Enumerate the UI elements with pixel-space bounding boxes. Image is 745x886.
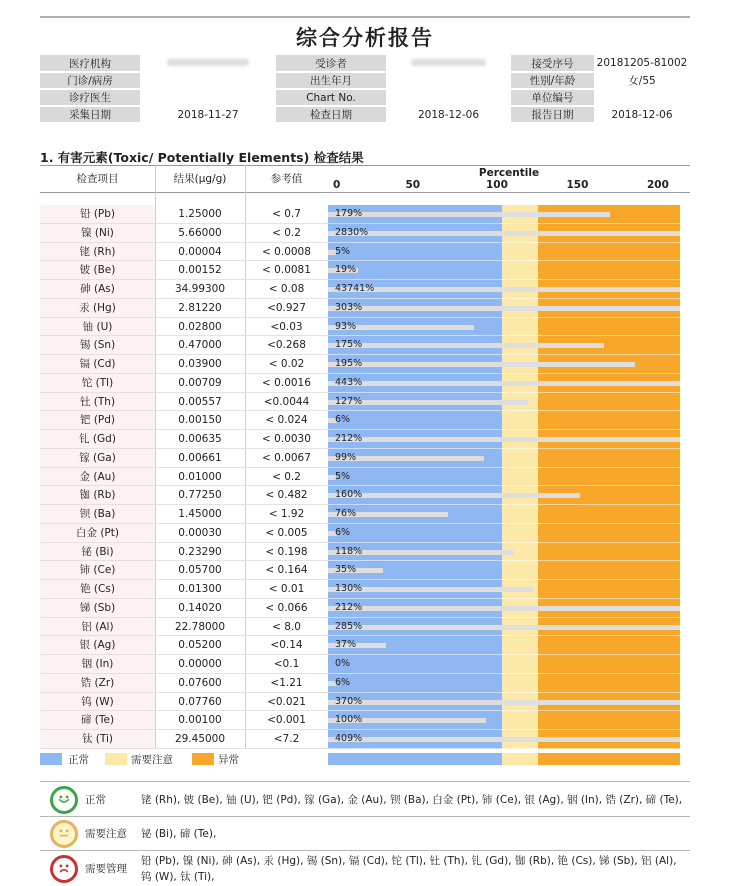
percentile-bar [328,493,580,498]
table-row [40,505,690,524]
element-result: 0.00000 [155,655,245,674]
element-reference: < 0.005 [245,524,328,543]
element-reference: < 0.02 [245,355,328,374]
percentile-bar [328,437,680,442]
element-reference: <1.21 [245,674,328,693]
legend-label: 正常 [68,754,89,766]
legend-swatch [105,753,127,765]
element-name: 金 (Au) [40,468,155,487]
table-row [40,599,690,618]
element-result: 0.07760 [155,693,245,712]
element-reference: <0.1 [245,655,328,674]
percentile-bar-track [328,693,680,712]
element-result: 0.47000 [155,336,245,355]
element-name: 铯 (Cs) [40,580,155,599]
element-result: 0.00152 [155,261,245,280]
info-label: 报告日期 [511,106,594,123]
percentile-bar-track [328,618,680,637]
element-reference: < 0.08 [245,280,328,299]
element-result: 0.00709 [155,374,245,393]
percentile-bar-track [328,711,680,730]
info-value [594,89,690,106]
element-result: 0.77250 [155,486,245,505]
table-row [40,486,690,505]
info-row [40,89,690,106]
info-value: 女/55 [594,72,690,89]
info-label: 门诊/病房 [40,72,140,89]
percentile-label: 35% [335,564,357,576]
redacted-mark [411,59,486,66]
percentile-bar [328,362,635,367]
element-result: 0.00100 [155,711,245,730]
percentile-label: 37% [335,639,357,651]
info-row [40,55,690,72]
info-label: 接受序号 [511,55,594,72]
element-result: 0.03900 [155,355,245,374]
patient-info-table [40,55,690,124]
percentile-label: 160% [335,489,363,501]
element-name: 铅 (Pb) [40,205,155,224]
element-reference: <0.927 [245,299,328,318]
info-label: 诊疗医生 [40,89,140,106]
percentile-bar-track [328,674,680,693]
header-result: 结果(μg/g) [173,173,227,185]
percentile-label: 212% [335,601,363,613]
info-label: Chart No. [276,89,386,106]
info-label: 受诊者 [276,55,386,72]
element-reference: < 1.92 [245,505,328,524]
info-value: 2018-11-27 [140,106,276,123]
legend-label: 异常 [218,754,239,766]
percentile-bar-track [328,599,680,618]
percentile-label: 195% [335,358,363,369]
table-row [40,318,690,337]
element-result: 0.00661 [155,449,245,468]
element-reference: <0.03 [245,318,328,337]
summary-status-label: 需要管理 [85,863,127,875]
header-reference: 参考值 [270,173,303,185]
element-name: 镉 (Cd) [40,355,155,374]
element-reference: <0.14 [245,636,328,655]
percentile-bar-track [328,280,680,299]
element-reference: < 0.066 [245,599,328,618]
percentile-bar [328,625,680,630]
element-result: 0.14020 [155,599,245,618]
percentile-bar-track [328,543,680,562]
element-reference: <7.2 [245,730,328,749]
element-result: 0.00150 [155,411,245,430]
element-result: 0.00557 [155,393,245,412]
percentile-bar-track [328,411,680,430]
summary-row [40,850,690,886]
percentile-bar-track [328,393,680,412]
percentile-tick-label: 100 [486,179,508,191]
element-name: 铷 (Rb) [40,486,155,505]
percentile-bar-track [328,449,680,468]
info-label: 医疗机构 [40,55,140,72]
sad-face-icon [50,855,78,883]
percentile-label: 43741% [335,283,375,294]
element-result: 0.00030 [155,524,245,543]
percentile-bar [328,737,680,742]
percentile-tick-label: 50 [405,179,421,191]
element-result: 2.81220 [155,299,245,318]
legend-swatch [192,753,214,765]
percentile-bar [328,287,680,292]
element-name: 锆 (Zr) [40,674,155,693]
table-row [40,468,690,487]
percentile-label: 99% [335,451,357,463]
element-reference: < 0.164 [245,561,328,580]
element-result: 0.00004 [155,243,245,262]
element-name: 碲 (Te) [40,711,155,730]
percentile-bar-track [328,561,680,580]
percentile-bar-track [328,505,680,524]
info-value [140,89,276,106]
percentile-bar [328,231,680,236]
element-reference: < 0.0008 [245,243,328,262]
summary-row [40,781,690,816]
percentile-label: 175% [335,339,363,351]
element-name: 钆 (Gd) [40,430,155,449]
element-name: 铀 (U) [40,318,155,337]
percentile-label: 443% [335,376,363,388]
percentile-bar-track [328,486,680,505]
element-name: 汞 (Hg) [40,299,155,318]
percentile-tick-label: 200 [647,179,669,191]
table-row [40,561,690,580]
percentile-bar-track [328,655,680,674]
percentile-label: 6% [335,526,351,538]
info-value [386,72,511,89]
element-result: 1.25000 [155,205,245,224]
element-reference: < 0.01 [245,580,328,599]
element-reference: < 8.0 [245,618,328,637]
element-result: 0.01300 [155,580,245,599]
percentile-bar [328,700,680,705]
element-reference: < 0.482 [245,486,328,505]
table-row [40,336,690,355]
info-value: 2018-12-06 [594,106,690,123]
percentile-bar-track [328,243,680,262]
percentile-label: 100% [335,714,363,726]
element-result: 34.99300 [155,280,245,299]
percentile-label: 2830% [335,226,369,238]
legend-zone-bar [328,753,680,765]
summary-items: 铑 (Rh), 铍 (Be), 铀 (U), 钯 (Pd), 镓 (Ga), 金 (Au), 钡 (Ba), 白金 (Pt), 铈 (Ce), 银 (Ag), 铟 (In), 锆 (Zr), 碲 (Te), [141,793,683,806]
report-title: 综合分析报告 [40,16,690,50]
percentile-label: 212% [335,433,363,444]
percentile-bar [328,381,680,386]
element-result: 0.05200 [155,636,245,655]
percentile-bar-track [328,224,680,243]
percentile-label: 130% [335,583,363,594]
redacted-mark [167,59,249,66]
element-name: 铍 (Be) [40,261,155,280]
element-reference: <0.0044 [245,393,328,412]
table-row [40,430,690,449]
percentile-label: 409% [335,733,363,744]
table-row [40,730,690,749]
element-result: 0.05700 [155,561,245,580]
percentile-bar-track [328,524,680,543]
happy-face-icon [50,786,78,814]
legend-label: 需要注意 [131,754,173,766]
percentile-bar [328,606,680,611]
element-result: 1.45000 [155,505,245,524]
table-row [40,711,690,730]
percentile-bar-track [328,730,680,749]
legend [40,750,690,768]
element-name: 钛 (Ti) [40,730,155,749]
element-name: 砷 (As) [40,280,155,299]
element-reference: < 0.2 [245,224,328,243]
percentile-tick-label: 150 [566,179,589,191]
percentile-bar [328,306,680,311]
percentile-bar-track [328,355,680,374]
element-reference: < 0.0067 [245,449,328,468]
info-value: 2018-12-06 [386,106,511,123]
percentile-label: 179% [335,208,363,219]
element-reference: < 0.0081 [245,261,328,280]
info-value [386,55,511,72]
percentile-label: 5% [335,245,351,257]
summary-items: 铅 (Pb), 镍 (Ni), 砷 (As), 汞 (Hg), 锡 (Sn), 镉 (Cd), 铊 (Tl), 钍 (Th), 钆 (Gd), 铷 (Rb), 铯 (Cs), 锑 (Sb), 铝 (Al), 钨 (W), 钛 (Ti), [141,855,677,883]
header-item: 检查项目 [76,173,119,185]
percentile-bar-track [328,261,680,280]
percentile-label: 93% [335,320,357,332]
percentile-label: 118% [335,545,363,557]
element-reference: <0.021 [245,693,328,712]
element-result: 0.07600 [155,674,245,693]
table-row [40,411,690,430]
table-row [40,693,690,712]
element-reference: <0.268 [245,336,328,355]
summary-status-label: 正常 [85,793,106,806]
percentile-bar-track [328,318,680,337]
percentile-label: 6% [335,676,351,688]
summary-status-label: 需要注意 [85,828,127,840]
table-row [40,580,690,599]
element-result: 22.78000 [155,618,245,637]
percentile-label: 0% [335,658,351,669]
percentile-bar [328,212,610,217]
element-name: 白金 (Pt) [40,524,155,543]
results-rows [40,205,690,749]
element-result: 29.45000 [155,730,245,749]
percentile-bar-track [328,374,680,393]
element-name: 铑 (Rh) [40,243,155,262]
percentile-label: 285% [335,620,363,632]
results-table-header [40,165,690,193]
element-name: 镓 (Ga) [40,449,155,468]
element-reference: < 0.024 [245,411,328,430]
element-result: 0.02800 [155,318,245,337]
element-name: 铈 (Ce) [40,561,155,580]
element-name: 银 (Ag) [40,636,155,655]
element-name: 铟 (In) [40,655,155,674]
table-row [40,674,690,693]
info-label: 采集日期 [40,106,140,123]
percentile-label: 6% [335,414,351,426]
percentile-bar-track [328,636,680,655]
table-row [40,618,690,637]
element-name: 钨 (W) [40,693,155,712]
percentile-bar-track [328,205,680,224]
element-name: 钍 (Th) [40,393,155,412]
legend-swatch [40,753,62,765]
info-row [40,106,690,123]
table-row [40,224,690,243]
table-row [40,449,690,468]
table-row [40,524,690,543]
percentile-label: 370% [335,695,363,707]
percentile-label: 303% [335,301,363,313]
element-name: 锡 (Sn) [40,336,155,355]
header-percentile: Percentile [478,167,540,179]
element-reference: < 0.0030 [245,430,328,449]
percentile-bar-track [328,430,680,449]
table-row [40,374,690,393]
percentile-label: 19% [335,264,357,276]
element-name: 镍 (Ni) [40,224,155,243]
info-value [386,89,511,106]
table-row [40,636,690,655]
info-value: 20181205-81002 [594,55,690,72]
percentile-label: 127% [335,395,363,407]
percentile-bar-track [328,336,680,355]
percentile-tick-label: 0 [333,179,341,191]
table-row [40,355,690,374]
table-row [40,243,690,262]
table-row [40,205,690,224]
info-label: 检查日期 [276,106,386,123]
summary-row [40,816,690,850]
info-row [40,72,690,89]
element-result: 5.66000 [155,224,245,243]
element-name: 铝 (Al) [40,618,155,637]
info-value [140,72,276,89]
percentile-bar-track [328,299,680,318]
section-title: 1. 有害元素(Toxic/ Potentially Elements) 检查结果 [40,150,364,165]
element-name: 钯 (Pd) [40,411,155,430]
percentile-label: 76% [335,508,357,519]
neutral-face-icon [50,820,78,848]
table-row [40,280,690,299]
percentile-bar-track [328,580,680,599]
element-reference: < 0.2 [245,468,328,487]
element-name: 铋 (Bi) [40,543,155,562]
element-reference: < 0.7 [245,205,328,224]
element-reference: <0.001 [245,711,328,730]
percentile-label: 5% [335,470,351,482]
table-row [40,393,690,412]
element-result: 0.01000 [155,468,245,487]
element-result: 0.00635 [155,430,245,449]
element-name: 铊 (Tl) [40,374,155,393]
element-name: 钡 (Ba) [40,505,155,524]
element-reference: < 0.198 [245,543,328,562]
percentile-bar-track [328,468,680,487]
info-label: 性别/年龄 [511,72,594,89]
element-name: 锑 (Sb) [40,599,155,618]
element-reference: < 0.0016 [245,374,328,393]
percentile-bar [328,343,604,348]
table-row [40,261,690,280]
element-result: 0.23290 [155,543,245,562]
summary-items: 铋 (Bi), 碲 (Te), [141,828,217,840]
table-row [40,299,690,318]
info-label: 出生年月 [276,72,386,89]
info-label: 单位编号 [511,89,594,106]
info-value [140,55,276,72]
table-row [40,655,690,674]
table-row [40,543,690,562]
